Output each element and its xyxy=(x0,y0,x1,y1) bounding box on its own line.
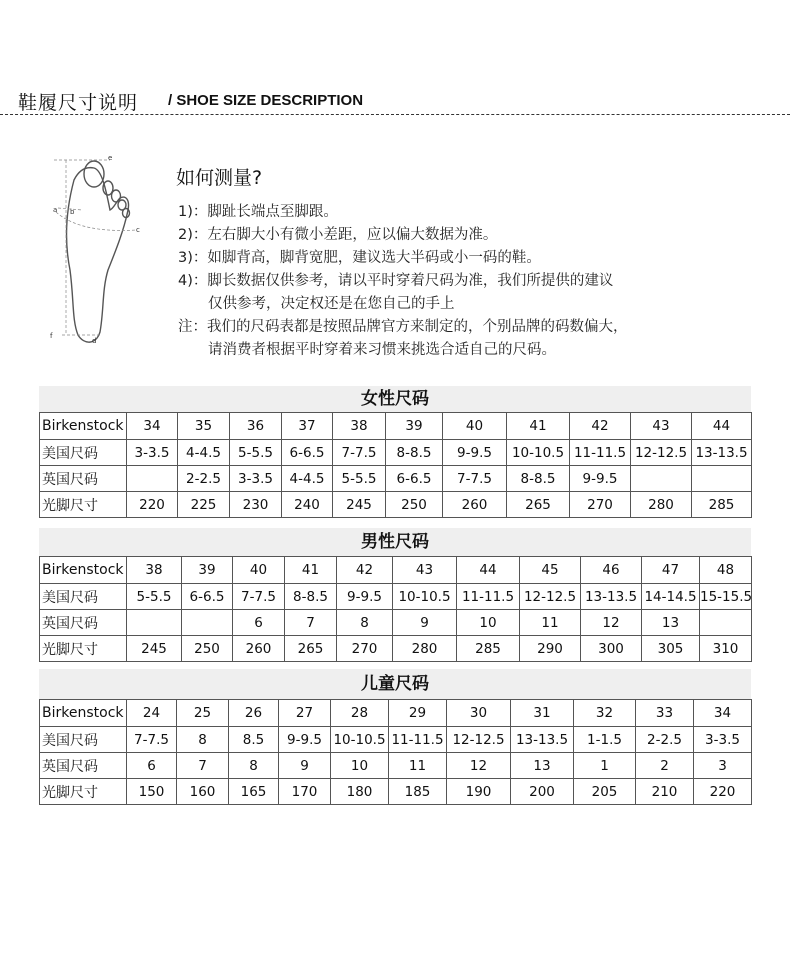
size-cell: 10-10.5 xyxy=(507,440,570,466)
size-cell: 300 xyxy=(581,636,642,662)
size-cell: 29 xyxy=(389,700,447,727)
size-cell xyxy=(692,466,752,492)
size-cell: 10 xyxy=(457,610,520,636)
size-cell: 32 xyxy=(574,700,636,727)
size-cell: 250 xyxy=(386,492,443,518)
row-label: 美国尺码 xyxy=(40,727,127,753)
size-cell: 43 xyxy=(631,413,692,440)
size-cell: 265 xyxy=(285,636,337,662)
size-cell: 160 xyxy=(177,779,229,805)
size-cell: 48 xyxy=(700,557,752,584)
size-cell: 230 xyxy=(230,492,282,518)
size-cell: 40 xyxy=(233,557,285,584)
men-size-title: 男性尺码 xyxy=(39,528,751,556)
size-cell: 290 xyxy=(520,636,581,662)
step-2: 2)：左右脚大小有微小差距，应以偏大数据为准。 xyxy=(178,227,498,243)
size-cell: 41 xyxy=(285,557,337,584)
men-size-table xyxy=(39,556,752,662)
size-cell: 8-8.5 xyxy=(507,466,570,492)
size-cell: 38 xyxy=(333,413,386,440)
size-cell: 40 xyxy=(443,413,507,440)
size-cell: 24 xyxy=(127,700,177,727)
women-size-table xyxy=(39,412,752,518)
size-cell: 9-9.5 xyxy=(279,727,331,753)
size-cell: 31 xyxy=(511,700,574,727)
size-cell: 12 xyxy=(581,610,642,636)
size-cell: 7-7.5 xyxy=(233,584,285,610)
size-cell: 9-9.5 xyxy=(337,584,393,610)
size-cell: 8 xyxy=(229,753,279,779)
women-foot-length-row xyxy=(40,492,752,518)
row-label: 英国尺码 xyxy=(40,610,127,636)
size-cell: 44 xyxy=(692,413,752,440)
size-cell: 12-12.5 xyxy=(520,584,581,610)
size-cell: 36 xyxy=(230,413,282,440)
size-cell: 2 xyxy=(636,753,694,779)
size-cell: 5-5.5 xyxy=(230,440,282,466)
size-cell: 43 xyxy=(393,557,457,584)
page-title-en: / SHOE SIZE DESCRIPTION xyxy=(168,92,364,109)
size-cell: 2-2.5 xyxy=(178,466,230,492)
size-cell: 7 xyxy=(285,610,337,636)
size-cell: 4-4.5 xyxy=(282,466,333,492)
size-cell: 260 xyxy=(443,492,507,518)
step-3: 3)：如脚背高，脚背宽肥，建议选大半码或小一码的鞋。 xyxy=(178,250,541,266)
size-cell: 37 xyxy=(282,413,333,440)
size-cell: 8.5 xyxy=(229,727,279,753)
step-1: 1)：脚趾长端点至脚跟。 xyxy=(178,204,338,220)
size-cell: 8-8.5 xyxy=(285,584,337,610)
size-cell: 4-4.5 xyxy=(178,440,230,466)
size-cell: 8 xyxy=(337,610,393,636)
size-cell: 180 xyxy=(331,779,389,805)
size-cell: 26 xyxy=(229,700,279,727)
size-cell xyxy=(182,610,233,636)
page-title-cn: 鞋履尺寸说明 xyxy=(18,92,139,114)
size-cell: 6-6.5 xyxy=(386,466,443,492)
size-cell: 13-13.5 xyxy=(511,727,574,753)
children-brand-size-row xyxy=(40,700,752,727)
men-brand-size-row xyxy=(40,557,752,584)
size-cell: 15-15.5 xyxy=(700,584,752,610)
women-size-title: 女性尺码 xyxy=(39,386,751,412)
header-divider xyxy=(0,114,790,115)
size-cell: 245 xyxy=(127,636,182,662)
size-cell: 150 xyxy=(127,779,177,805)
size-cell: 8-8.5 xyxy=(386,440,443,466)
children-uk-size-row xyxy=(40,753,752,779)
size-cell: 30 xyxy=(447,700,511,727)
size-cell: 13 xyxy=(642,610,700,636)
size-cell: 10 xyxy=(331,753,389,779)
size-cell: 10-10.5 xyxy=(393,584,457,610)
size-cell: 285 xyxy=(692,492,752,518)
size-cell: 42 xyxy=(337,557,393,584)
size-cell: 170 xyxy=(279,779,331,805)
size-cell: 225 xyxy=(178,492,230,518)
foot-label-a: a xyxy=(53,206,58,214)
size-cell: 12 xyxy=(447,753,511,779)
step-4-continued: 仅供参考，决定权还是在您自己的手上 xyxy=(208,296,455,312)
size-cell: 41 xyxy=(507,413,570,440)
size-cell: 34 xyxy=(694,700,752,727)
size-cell: 265 xyxy=(507,492,570,518)
size-cell: 9-9.5 xyxy=(570,466,631,492)
size-cell: 305 xyxy=(642,636,700,662)
row-label: 美国尺码 xyxy=(40,440,127,466)
size-cell: 2-2.5 xyxy=(636,727,694,753)
size-cell: 47 xyxy=(642,557,700,584)
size-cell: 11 xyxy=(389,753,447,779)
size-cell: 3 xyxy=(694,753,752,779)
size-cell: 33 xyxy=(636,700,694,727)
size-cell: 27 xyxy=(279,700,331,727)
size-cell: 310 xyxy=(700,636,752,662)
size-cell: 210 xyxy=(636,779,694,805)
size-cell: 38 xyxy=(127,557,182,584)
size-cell: 245 xyxy=(333,492,386,518)
size-cell: 6 xyxy=(233,610,285,636)
size-cell: 9 xyxy=(279,753,331,779)
men-uk-size-row xyxy=(40,610,752,636)
size-cell: 7-7.5 xyxy=(333,440,386,466)
size-cell: 44 xyxy=(457,557,520,584)
how-to-title: 如何测量? xyxy=(176,167,263,189)
size-cell: 285 xyxy=(457,636,520,662)
size-cell: 11-11.5 xyxy=(570,440,631,466)
foot-label-c: c xyxy=(136,226,140,234)
size-cell: 13 xyxy=(511,753,574,779)
size-cell: 280 xyxy=(631,492,692,518)
size-cell: 6-6.5 xyxy=(282,440,333,466)
row-label: Birkenstock xyxy=(40,413,127,440)
size-cell: 12-12.5 xyxy=(631,440,692,466)
row-label: 英国尺码 xyxy=(40,753,127,779)
size-cell xyxy=(700,610,752,636)
men-foot-length-row xyxy=(40,636,752,662)
size-cell: 28 xyxy=(331,700,389,727)
size-cell: 220 xyxy=(694,779,752,805)
children-size-table xyxy=(39,699,752,805)
women-uk-size-row xyxy=(40,466,752,492)
size-cell xyxy=(127,610,182,636)
size-cell: 1-1.5 xyxy=(574,727,636,753)
step-4: 4)：脚长数据仅供参考，请以平时穿着尺码为准，我们所提供的建议 xyxy=(178,273,614,289)
note-line-2: 请消费者根据平时穿着来习惯来挑选合适自己的尺码。 xyxy=(208,342,556,358)
size-cell: 25 xyxy=(177,700,229,727)
size-cell: 270 xyxy=(337,636,393,662)
foot-outline-icon xyxy=(67,161,130,342)
size-cell: 9-9.5 xyxy=(443,440,507,466)
foot-label-e: e xyxy=(108,154,113,162)
size-cell: 7-7.5 xyxy=(443,466,507,492)
size-cell: 1 xyxy=(574,753,636,779)
row-label: 光脚尺寸 xyxy=(40,492,127,518)
row-label: 英国尺码 xyxy=(40,466,127,492)
foot-label-d: d xyxy=(92,337,97,345)
children-size-title: 儿童尺码 xyxy=(39,669,751,699)
men-us-size-row xyxy=(40,584,752,610)
women-brand-size-row xyxy=(40,413,752,440)
size-cell: 185 xyxy=(389,779,447,805)
size-cell xyxy=(127,466,178,492)
size-cell: 260 xyxy=(233,636,285,662)
row-label: Birkenstock xyxy=(40,700,127,727)
size-cell: 45 xyxy=(520,557,581,584)
size-cell: 5-5.5 xyxy=(333,466,386,492)
size-cell: 14-14.5 xyxy=(642,584,700,610)
size-cell: 10-10.5 xyxy=(331,727,389,753)
size-cell: 220 xyxy=(127,492,178,518)
row-label: 光脚尺寸 xyxy=(40,636,127,662)
size-cell: 6-6.5 xyxy=(182,584,233,610)
size-cell: 250 xyxy=(182,636,233,662)
row-label: 美国尺码 xyxy=(40,584,127,610)
size-cell: 3-3.5 xyxy=(694,727,752,753)
size-cell: 35 xyxy=(178,413,230,440)
size-cell: 13-13.5 xyxy=(692,440,752,466)
row-label: Birkenstock xyxy=(40,557,127,584)
size-cell: 13-13.5 xyxy=(581,584,642,610)
size-cell: 6 xyxy=(127,753,177,779)
size-cell: 200 xyxy=(511,779,574,805)
size-cell: 9 xyxy=(393,610,457,636)
children-us-size-row xyxy=(40,727,752,753)
size-cell xyxy=(631,466,692,492)
size-cell: 205 xyxy=(574,779,636,805)
foot-measurement-diagram xyxy=(44,150,154,350)
note-line-1: 注：我们的尺码表都是按照品牌官方来制定的，个别品牌的码数偏大， xyxy=(178,319,628,335)
size-cell: 165 xyxy=(229,779,279,805)
foot-label-b: b xyxy=(70,208,75,216)
row-label: 光脚尺寸 xyxy=(40,779,127,805)
size-cell: 3-3.5 xyxy=(230,466,282,492)
size-cell: 11 xyxy=(520,610,581,636)
size-cell: 280 xyxy=(393,636,457,662)
foot-label-f: f xyxy=(50,332,53,340)
size-cell: 12-12.5 xyxy=(447,727,511,753)
women-us-size-row xyxy=(40,440,752,466)
size-cell: 7-7.5 xyxy=(127,727,177,753)
size-cell: 270 xyxy=(570,492,631,518)
size-cell: 8 xyxy=(177,727,229,753)
size-cell: 34 xyxy=(127,413,178,440)
size-cell: 39 xyxy=(386,413,443,440)
size-cell: 5-5.5 xyxy=(127,584,182,610)
size-cell: 39 xyxy=(182,557,233,584)
size-cell: 7 xyxy=(177,753,229,779)
size-cell: 46 xyxy=(581,557,642,584)
children-foot-length-row xyxy=(40,779,752,805)
size-cell: 240 xyxy=(282,492,333,518)
size-cell: 3-3.5 xyxy=(127,440,178,466)
size-cell: 42 xyxy=(570,413,631,440)
size-cell: 190 xyxy=(447,779,511,805)
size-cell: 11-11.5 xyxy=(457,584,520,610)
size-cell: 11-11.5 xyxy=(389,727,447,753)
